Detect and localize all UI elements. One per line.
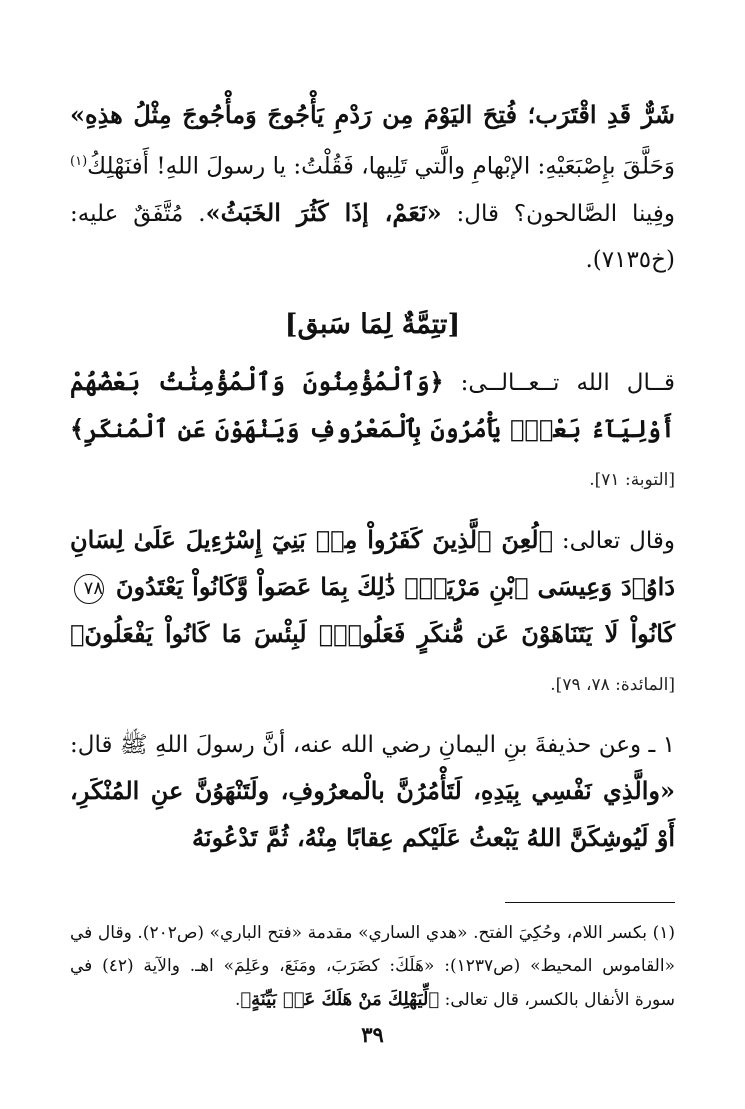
verse-reference: [المائدة: ٧٨، ٧٩]. (550, 674, 675, 695)
hadith-continuation (70, 92, 675, 283)
hadith-quote-answer: «نَعَمْ، إذَا كَثُرَ الخَبَثُ» (205, 197, 442, 227)
quran-paragraph-2 (70, 517, 675, 708)
ayah-number-mark: ٧٨ (74, 574, 104, 604)
section-title: [تتِمَّةٌ لِمَا سَبق] (284, 308, 461, 340)
quran-verse-part-2: كَانُواْ لَا يَتَنَاهَوْنَ عَن مُّنكَرٍ فَعَلُوهُۚ لَبِئْسَ مَا كَانُواْ يَفْعَلُونَ﴾ (70, 618, 675, 648)
intro-text: قــال الله تــعــالــى: (443, 369, 675, 396)
hadith-quote-part: شَرٌّ قَدِ اقْتَرَب؛ فُتِحَ اليَوْمَ مِن رَدْمِ يَأْجُوجَ وَمأْجُوجَ مِثْلُ هذِهِ» (70, 100, 676, 129)
footnote-text: (١) بكسر اللام، وحُكِيَ الفتح. «هدي الساري» مقدمة «فتح الباري» (ص٢٠٢). وقال في «القاموس المحيط» (ص١٢٣٧): «هَلَكَ: كضَرَبَ، ومَنَعَ، وعَلِمَ» اهـ. والآية (٤٢) في سورة الأنفال بالكسر، قال تعالى: (70, 922, 675, 1010)
hadith-paragraph (70, 722, 675, 862)
hadith-reference: . مُتَّفَقٌ عليه: (خ٧١٣٥). (70, 200, 675, 273)
verse-reference: [التوبة: ٧١]. (589, 469, 675, 490)
footnote-end: . (234, 989, 241, 1010)
page-number: ٣٩ (361, 1022, 384, 1047)
footnote (70, 917, 675, 1017)
footnote-marker[interactable]: (١) (70, 154, 88, 169)
intro-text: وقال تعالى: (553, 527, 675, 554)
narration-text-2: وفِينا الصَّالحون؟ قال: (441, 200, 676, 227)
footnote-divider (505, 902, 675, 903)
narration-text: ١ ـ وعن حذيفةَ بنِ اليمانِ رضي الله عنه، أنَّ رسولَ اللهِ ﷺ قال: (70, 731, 675, 758)
quran-paragraph-1 (70, 359, 675, 503)
footnote-ayah: ﴿لِّيَهْلِكَ مَنْ هَلَكَ عَنۢ بَيِّنَةٍ﴾ (240, 988, 440, 1010)
quran-verse: ﴿وَٱلْمُؤْمِنُونَ وَٱلْمُؤْمِنَٰتُ بَعْضُهُمْ أَوْلِيَآءُ بَعْضٍۚ يَأْمُرُونَ بِٱلْمَعْرُوفِ وَيَنْهَوْنَ عَنِ ٱلْمُنكَرِ﴾ (70, 366, 675, 443)
narration-text: وَحَلَّقَ بإِصْبَعَيْهِ: الإبْهامِ والَّتي تَلِيها، فَقُلْتُ: يا رسولَ اللهِ! أَفنَهْلِكُ (87, 153, 675, 180)
hadith-quote: «والَّذِي نَفْسِي بِيَدِهِ، لَتَأْمُرُنَّ بالْمعرُوفِ، ولَتَنْهَوُنَّ عنِ المُنْكَرِ، أَوْ لَيُوشِكَنَّ اللهُ يَبْعثُ عَلَيْكم عِقابًا مِنْهُ، ثُمَّ تَدْعُونَهُ (70, 775, 675, 852)
quran-verse-part-1: ﴿لُعِنَ ٱلَّذِينَ كَفَرُواْ مِنۢ بَنِيٓ إِسْرَٰٓءِيلَ عَلَىٰ لِسَانِ دَاوُۥدَ وَعِيسَى ٱبْنِ مَرْيَمَۚ ذَٰلِكَ بِمَا عَصَواْ وَّكَانُواْ يَعْتَدُونَ (70, 524, 676, 601)
